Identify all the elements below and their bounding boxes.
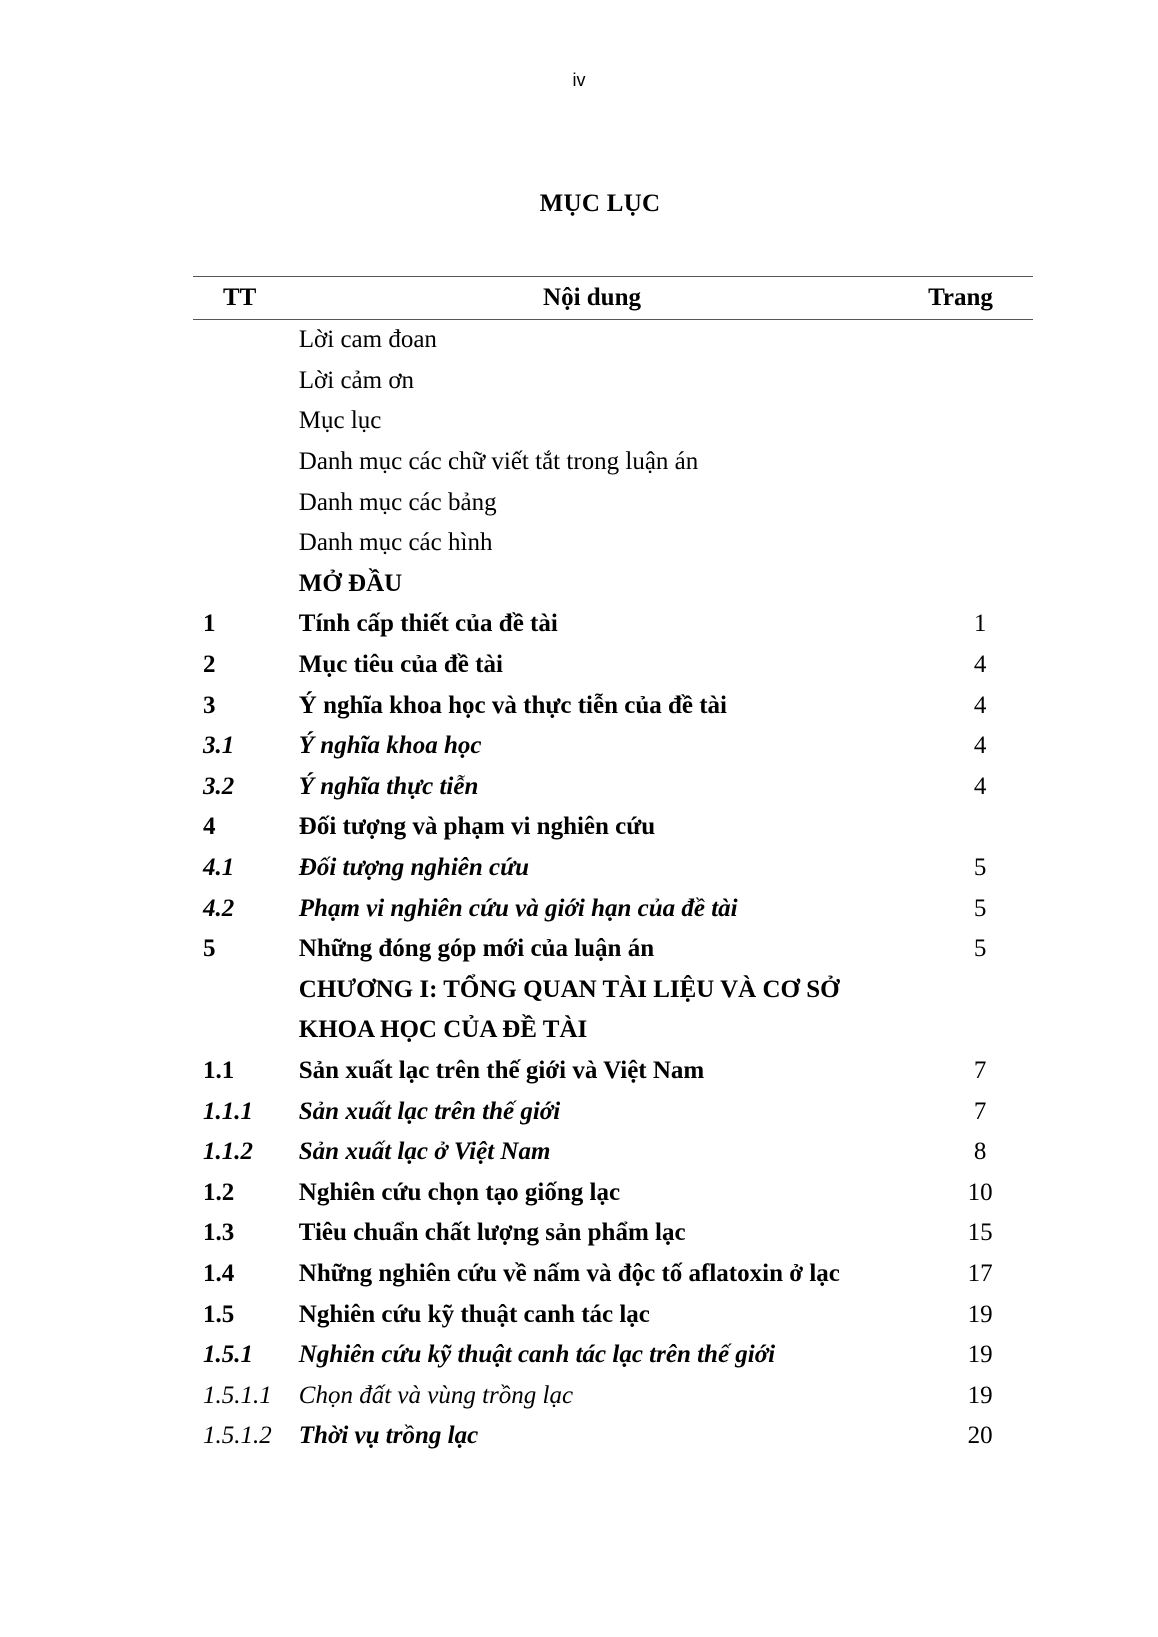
- toc-entry-title: CHƯƠNG I: TỔNG QUAN TÀI LIỆU VÀ CƠ SỞ: [298, 975, 840, 1003]
- toc-entry-number: 1.1.2: [203, 1138, 253, 1166]
- toc-entry-page: 15: [967, 1219, 993, 1247]
- toc-entry: [193, 929, 1033, 970]
- toc-entry-number: 1: [203, 610, 216, 638]
- toc-entry: [193, 807, 1033, 848]
- toc-entry-number: 1.5.1.1: [203, 1381, 272, 1409]
- toc-entry-title: Lời cảm ơn: [298, 366, 415, 394]
- toc-entry-number: 3.1: [203, 732, 235, 760]
- toc-entry: [193, 1375, 1033, 1416]
- toc-entry: [193, 685, 1033, 726]
- toc-entry-number: 4.2: [203, 894, 235, 922]
- toc-entry-title: Nghiên cứu kỹ thuật canh tác lạc trên thế giới: [298, 1341, 776, 1369]
- toc-entry-page: 4: [973, 772, 987, 800]
- header-content: Nội dung: [543, 284, 641, 311]
- toc-entry: [193, 320, 1033, 361]
- toc-entry-title: Những đóng góp mới của luận án: [298, 935, 655, 963]
- toc-entry-title: Danh mục các bảng: [298, 488, 497, 516]
- toc-entry-number: 3.2: [203, 772, 235, 800]
- toc-entry-title: Danh mục các hình: [298, 529, 493, 557]
- toc-entry-page: 4: [973, 651, 987, 679]
- toc-entry-number: 1.1.1: [203, 1097, 253, 1125]
- toc-entry-number: 1.1: [203, 1056, 235, 1084]
- toc-entry-title: Tính cấp thiết của đề tài: [298, 610, 558, 638]
- toc-entry-number: 1.2: [203, 1178, 235, 1206]
- toc-entry: [193, 1213, 1033, 1254]
- toc-entry-title: Sản xuất lạc trên thế giới và Việt Nam: [298, 1056, 705, 1084]
- toc-entry-number: 1.5.1: [203, 1341, 253, 1369]
- toc-entry-number: 3: [203, 691, 216, 719]
- page-number: iv: [572, 70, 586, 90]
- toc-entry: [193, 1172, 1033, 1213]
- toc-entry-title: Đối tượng nghiên cứu: [298, 854, 529, 882]
- toc-entry-page: 5: [973, 854, 987, 882]
- toc-entry-number: 1.5: [203, 1300, 235, 1328]
- toc-entry: [193, 1132, 1033, 1173]
- toc-entry: [193, 1254, 1033, 1295]
- page-title: MỤC LỤC: [539, 190, 661, 217]
- toc-entry: [193, 1051, 1033, 1092]
- toc-entry: [193, 1416, 1033, 1457]
- toc-entry-title: Thời vụ trồng lạc: [298, 1422, 479, 1450]
- header-tt: TT: [223, 284, 257, 311]
- toc-entry-page: 5: [973, 935, 987, 963]
- toc-entry: [193, 970, 1033, 1011]
- toc-entry-page: 8: [973, 1138, 987, 1166]
- toc-entry: [193, 888, 1033, 929]
- toc-entry-page: 1: [973, 610, 987, 638]
- toc-entry: [193, 1294, 1033, 1335]
- toc-entry: [193, 767, 1033, 808]
- toc-entry-title: KHOA HỌC CỦA ĐỀ TÀI: [298, 1016, 588, 1044]
- toc-entry-page: 19: [967, 1381, 993, 1409]
- toc-entry-number: 4: [203, 813, 216, 841]
- toc-entry-number: 4.1: [203, 854, 235, 882]
- toc-entry-title: Lời cam đoan: [298, 326, 437, 354]
- toc-entry-title: Sản xuất lạc ở Việt Nam: [298, 1138, 551, 1166]
- toc-entry: [193, 1010, 1033, 1051]
- toc-entry-title: Đối tượng và phạm vi nghiên cứu: [298, 813, 656, 841]
- toc-entry: [193, 401, 1033, 442]
- toc-entry-title: Nghiên cứu kỹ thuật canh tác lạc: [298, 1300, 650, 1328]
- toc-entry-number: 5: [203, 935, 216, 963]
- toc-entry-title: Ý nghĩa khoa học và thực tiễn của đề tài: [298, 691, 728, 719]
- toc-entry-page: 5: [973, 894, 987, 922]
- toc-entry: [193, 523, 1033, 564]
- toc-entry-title: Những nghiên cứu về nấm và độc tố aflatoxin ở lạc: [298, 1259, 840, 1287]
- toc-entry-page: 7: [973, 1097, 987, 1125]
- toc-entry-number: 2: [203, 651, 216, 679]
- toc-entry: [193, 361, 1033, 402]
- toc-entry-title: Mục tiêu của đề tài: [298, 651, 503, 679]
- toc-entry-page: 19: [967, 1341, 993, 1369]
- toc-entry-page: 7: [973, 1056, 987, 1084]
- toc-entry-number: 1.5.1.2: [203, 1422, 272, 1450]
- toc-entry: [193, 645, 1033, 686]
- toc-entry-title: Tiêu chuẩn chất lượng sản phẩm lạc: [298, 1219, 686, 1247]
- toc-entry: [193, 442, 1033, 483]
- toc-entry: [193, 726, 1033, 767]
- header-page: Trang: [928, 284, 993, 311]
- toc-entry-number: 1.3: [203, 1219, 235, 1247]
- toc-entry-title: Phạm vi nghiên cứu và giới hạn của đề tài: [298, 894, 738, 922]
- toc-entry: [193, 604, 1033, 645]
- toc-entry: [193, 564, 1033, 605]
- toc-entry-title: Mục lục: [298, 407, 382, 435]
- toc-entry: [193, 1091, 1033, 1132]
- table-header: [193, 277, 1033, 319]
- toc-entry-page: 10: [967, 1178, 993, 1206]
- toc-entry: [193, 482, 1033, 523]
- toc-entry-page: 17: [967, 1259, 993, 1287]
- toc-rows: [193, 320, 1033, 1457]
- toc-entry-title: Ý nghĩa thực tiễn: [298, 772, 479, 800]
- toc-entry-page: 4: [973, 691, 987, 719]
- toc-entry: [193, 848, 1033, 889]
- toc-entry-page: 4: [973, 732, 987, 760]
- toc-entry-title: Sản xuất lạc trên thế giới: [298, 1097, 561, 1125]
- toc-entry-title: Ý nghĩa khoa học: [298, 732, 482, 760]
- toc-entry-title: Chọn đất và vùng trồng lạc: [298, 1381, 574, 1409]
- toc-entry-title: MỞ ĐẦU: [298, 569, 403, 597]
- toc-entry-number: 1.4: [203, 1259, 235, 1287]
- toc-entry-title: Danh mục các chữ viết tắt trong luận án: [298, 448, 699, 476]
- table-of-contents: [193, 276, 1033, 1457]
- toc-entry-page: 19: [967, 1300, 993, 1328]
- toc-entry-page: 20: [967, 1422, 993, 1450]
- toc-entry-title: Nghiên cứu chọn tạo giống lạc: [298, 1178, 621, 1206]
- toc-entry: [193, 1335, 1033, 1376]
